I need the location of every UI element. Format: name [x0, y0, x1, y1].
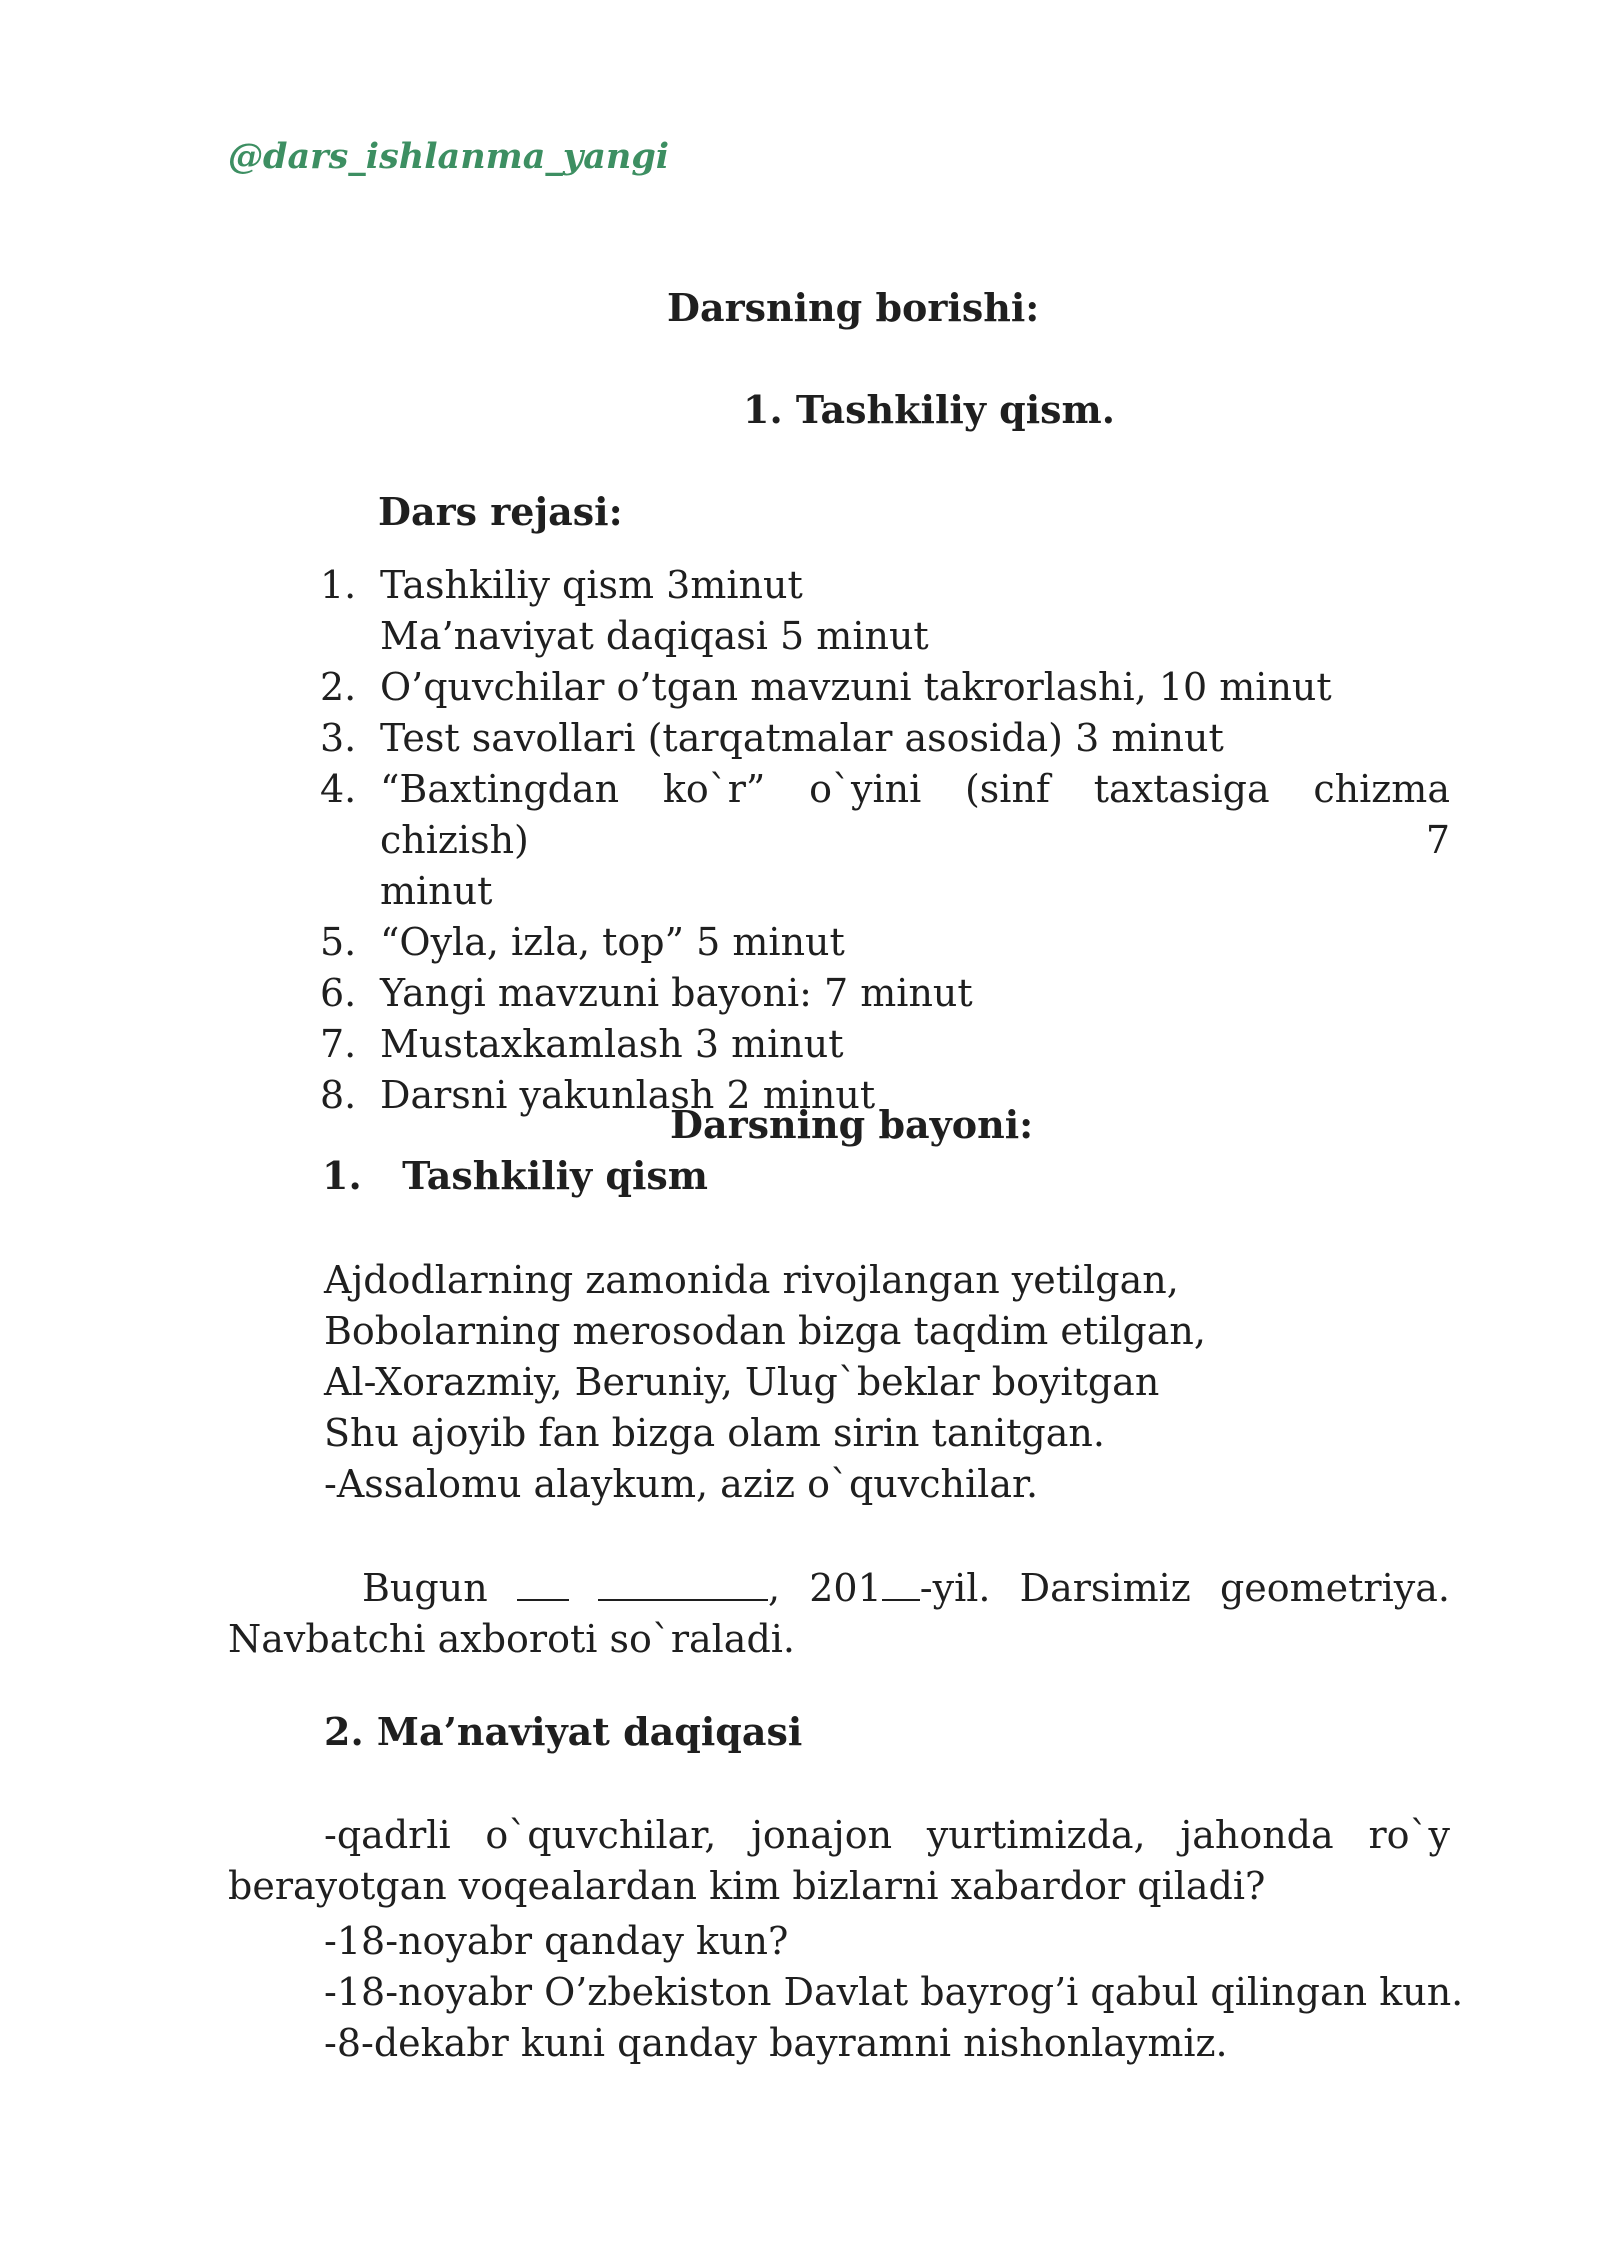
plan-item-text: Darsni yakunlash 2 minut [380, 1073, 876, 1117]
poem-line: Al-Xorazmiy, Beruniy, Ulug`beklar boyitgan [324, 1360, 1160, 1404]
plan-item-text: Mustaxkamlash 3 minut [380, 1022, 844, 1066]
part2-heading: 2. Ma’naviyat daqiqasi [324, 1709, 803, 1754]
lesson-word: Darsimiz [1019, 1566, 1191, 1610]
date-line [228, 1563, 1450, 1614]
part1-title: Tashkiliy qism [402, 1153, 708, 1198]
plan-item-number: 8. [320, 1073, 357, 1117]
day-blank [517, 1565, 569, 1601]
plan-item-number: 1. [320, 563, 357, 607]
plan-item-text: minut [380, 869, 493, 913]
plan-item [320, 662, 1450, 713]
today-word: Bugun [362, 1566, 488, 1610]
poem-line: Shu ajoyib fan bizga olam sirin tanitgan. [324, 1411, 1105, 1455]
dialog-word: yurtimizda, [926, 1813, 1146, 1857]
dialog-first-line [228, 1810, 1450, 1861]
dialog-first-line-continuation: berayotgan voqealardan kim bizlarni xabardor qiladi? [228, 1864, 1266, 1908]
dialog-line: -8-dekabr kuni qanday bayramni nishonlaymiz. [324, 2021, 1228, 2065]
plan-item [320, 968, 1450, 1019]
dialog-word: jonajon [751, 1813, 893, 1857]
plan-item-number: 4. [320, 767, 357, 811]
subject-word: geometriya. [1219, 1566, 1450, 1610]
lesson-plan-list [320, 560, 1450, 1121]
duty-report-line: Navbatchi axboroti so`raladi. [228, 1617, 796, 1661]
dialog-word: ro`y [1368, 1813, 1450, 1857]
year-suffix: -yil. [919, 1566, 991, 1610]
lesson-content-title: Darsning bayoni: [670, 1102, 1034, 1147]
dialog-paragraph [228, 1810, 1450, 1912]
dialog-word: jahonda [1180, 1813, 1334, 1857]
dialog-line: -18-noyabr O’zbekiston Davlat bayrog’i qabul qilingan kun. [324, 1970, 1464, 2014]
day-blank-group [517, 1563, 569, 1614]
plan-item-number: 2. [320, 665, 357, 709]
part1-number: 1. [322, 1153, 362, 1198]
dialog-line: -18-noyabr qanday kun? [324, 1919, 789, 1963]
section-title-organizational: 1. Tashkiliy qism. [743, 387, 1115, 432]
plan-item [320, 713, 1450, 764]
year-prefix: 201 [809, 1566, 882, 1610]
dialog-word: o`quvchilar, [485, 1813, 717, 1857]
plan-item [320, 1019, 1450, 1070]
plan-item-text: “Baxtingdan ko`r” o`yini (sinf taxtasiga chizma chizish) 7 [380, 767, 1450, 862]
poem-line: Bobolarning merosodan bizga taqdim etilgan, [324, 1309, 1206, 1353]
month-blank [598, 1565, 768, 1601]
greeting-poem [324, 1255, 1206, 1510]
plan-item [320, 560, 1450, 662]
plan-item-text: O’quvchilar o’tgan mavzuni takrorlashi, 10 minut [380, 665, 1332, 709]
plan-title: Dars rejasi: [378, 489, 623, 534]
year-blank [882, 1565, 920, 1601]
plan-item-number: 6. [320, 971, 357, 1015]
lesson-flow-title: Darsning borishi: [667, 285, 1040, 330]
dialog-lines [324, 1916, 1463, 2069]
plan-item-text: Ma’naviyat daqiqasi 5 minut [380, 614, 929, 658]
dialog-word: -qadrli [324, 1813, 451, 1857]
plan-item-text: Yangi mavzuni bayoni: 7 minut [380, 971, 973, 1015]
month-blank-group: , [598, 1563, 780, 1614]
plan-item-number: 5. [320, 920, 357, 964]
plan-item-text: “Oyla, izla, top” 5 minut [380, 920, 845, 964]
plan-item-text: Test savollari (tarqatmalar asosida) 3 minut [380, 716, 1224, 760]
greeting-line: -Assalomu alaykum, aziz o`quvchilar. [324, 1462, 1039, 1506]
date-paragraph [228, 1563, 1450, 1665]
plan-item [320, 917, 1450, 968]
plan-item [320, 764, 1450, 917]
year-group [809, 1563, 990, 1614]
part1-heading [322, 1153, 708, 1198]
watermark-handle: @dars_ishlanma_yangi [228, 136, 670, 177]
plan-item-number: 3. [320, 716, 357, 760]
plan-item-text: Tashkiliy qism 3minut [380, 563, 803, 607]
plan-item-number: 7. [320, 1022, 357, 1066]
poem-line: Ajdodlarning zamonida rivojlangan yetilgan, [324, 1258, 1179, 1302]
